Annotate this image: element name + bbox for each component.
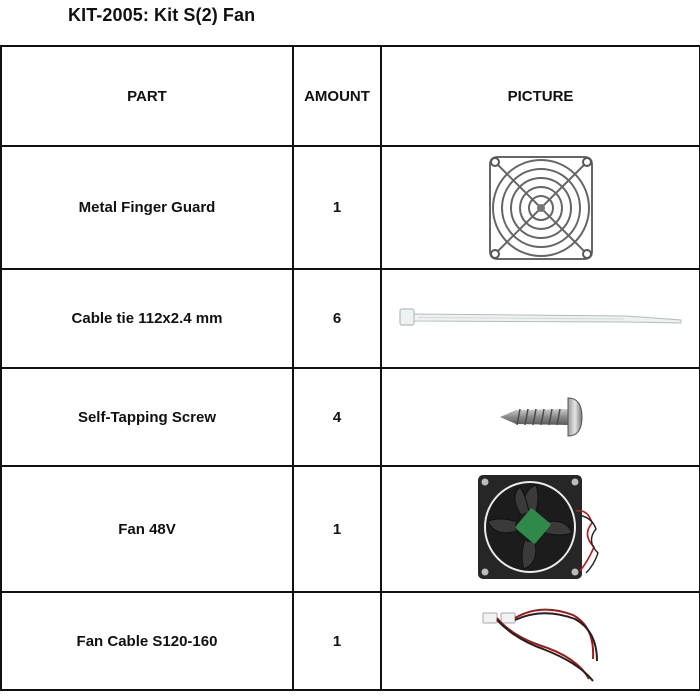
part-amount: 4 — [293, 368, 381, 466]
page-title: KIT-2005: Kit S(2) Fan — [68, 5, 256, 25]
part-picture — [381, 269, 700, 368]
cable-tie-icon — [396, 304, 686, 334]
finger-guard-icon — [486, 153, 596, 263]
screw-icon — [496, 392, 586, 442]
part-amount: 1 — [293, 146, 381, 269]
table-row — [1, 592, 700, 690]
part-picture — [381, 368, 700, 466]
table-row — [1, 368, 700, 466]
part-picture — [381, 592, 700, 690]
table-row — [1, 146, 700, 269]
part-name: Self-Tapping Screw — [1, 368, 293, 466]
part-name: Metal Finger Guard — [1, 146, 293, 269]
table-row — [1, 466, 700, 592]
table-row — [1, 269, 700, 368]
part-picture — [381, 146, 700, 269]
part-picture — [381, 466, 700, 592]
fan-icon — [476, 473, 606, 585]
part-amount: 1 — [293, 592, 381, 690]
header-part: PART — [1, 46, 293, 146]
part-amount: 6 — [293, 269, 381, 368]
part-amount: 1 — [293, 466, 381, 592]
parts-table — [0, 45, 700, 691]
part-name: Fan Cable S120-160 — [1, 592, 293, 690]
table-header-row — [1, 46, 700, 146]
part-name: Fan 48V — [1, 466, 293, 592]
header-picture: PICTURE — [381, 46, 700, 146]
part-name: Cable tie 112x2.4 mm — [1, 269, 293, 368]
fan-cable-icon — [481, 599, 601, 683]
header-amount: AMOUNT — [293, 46, 381, 146]
